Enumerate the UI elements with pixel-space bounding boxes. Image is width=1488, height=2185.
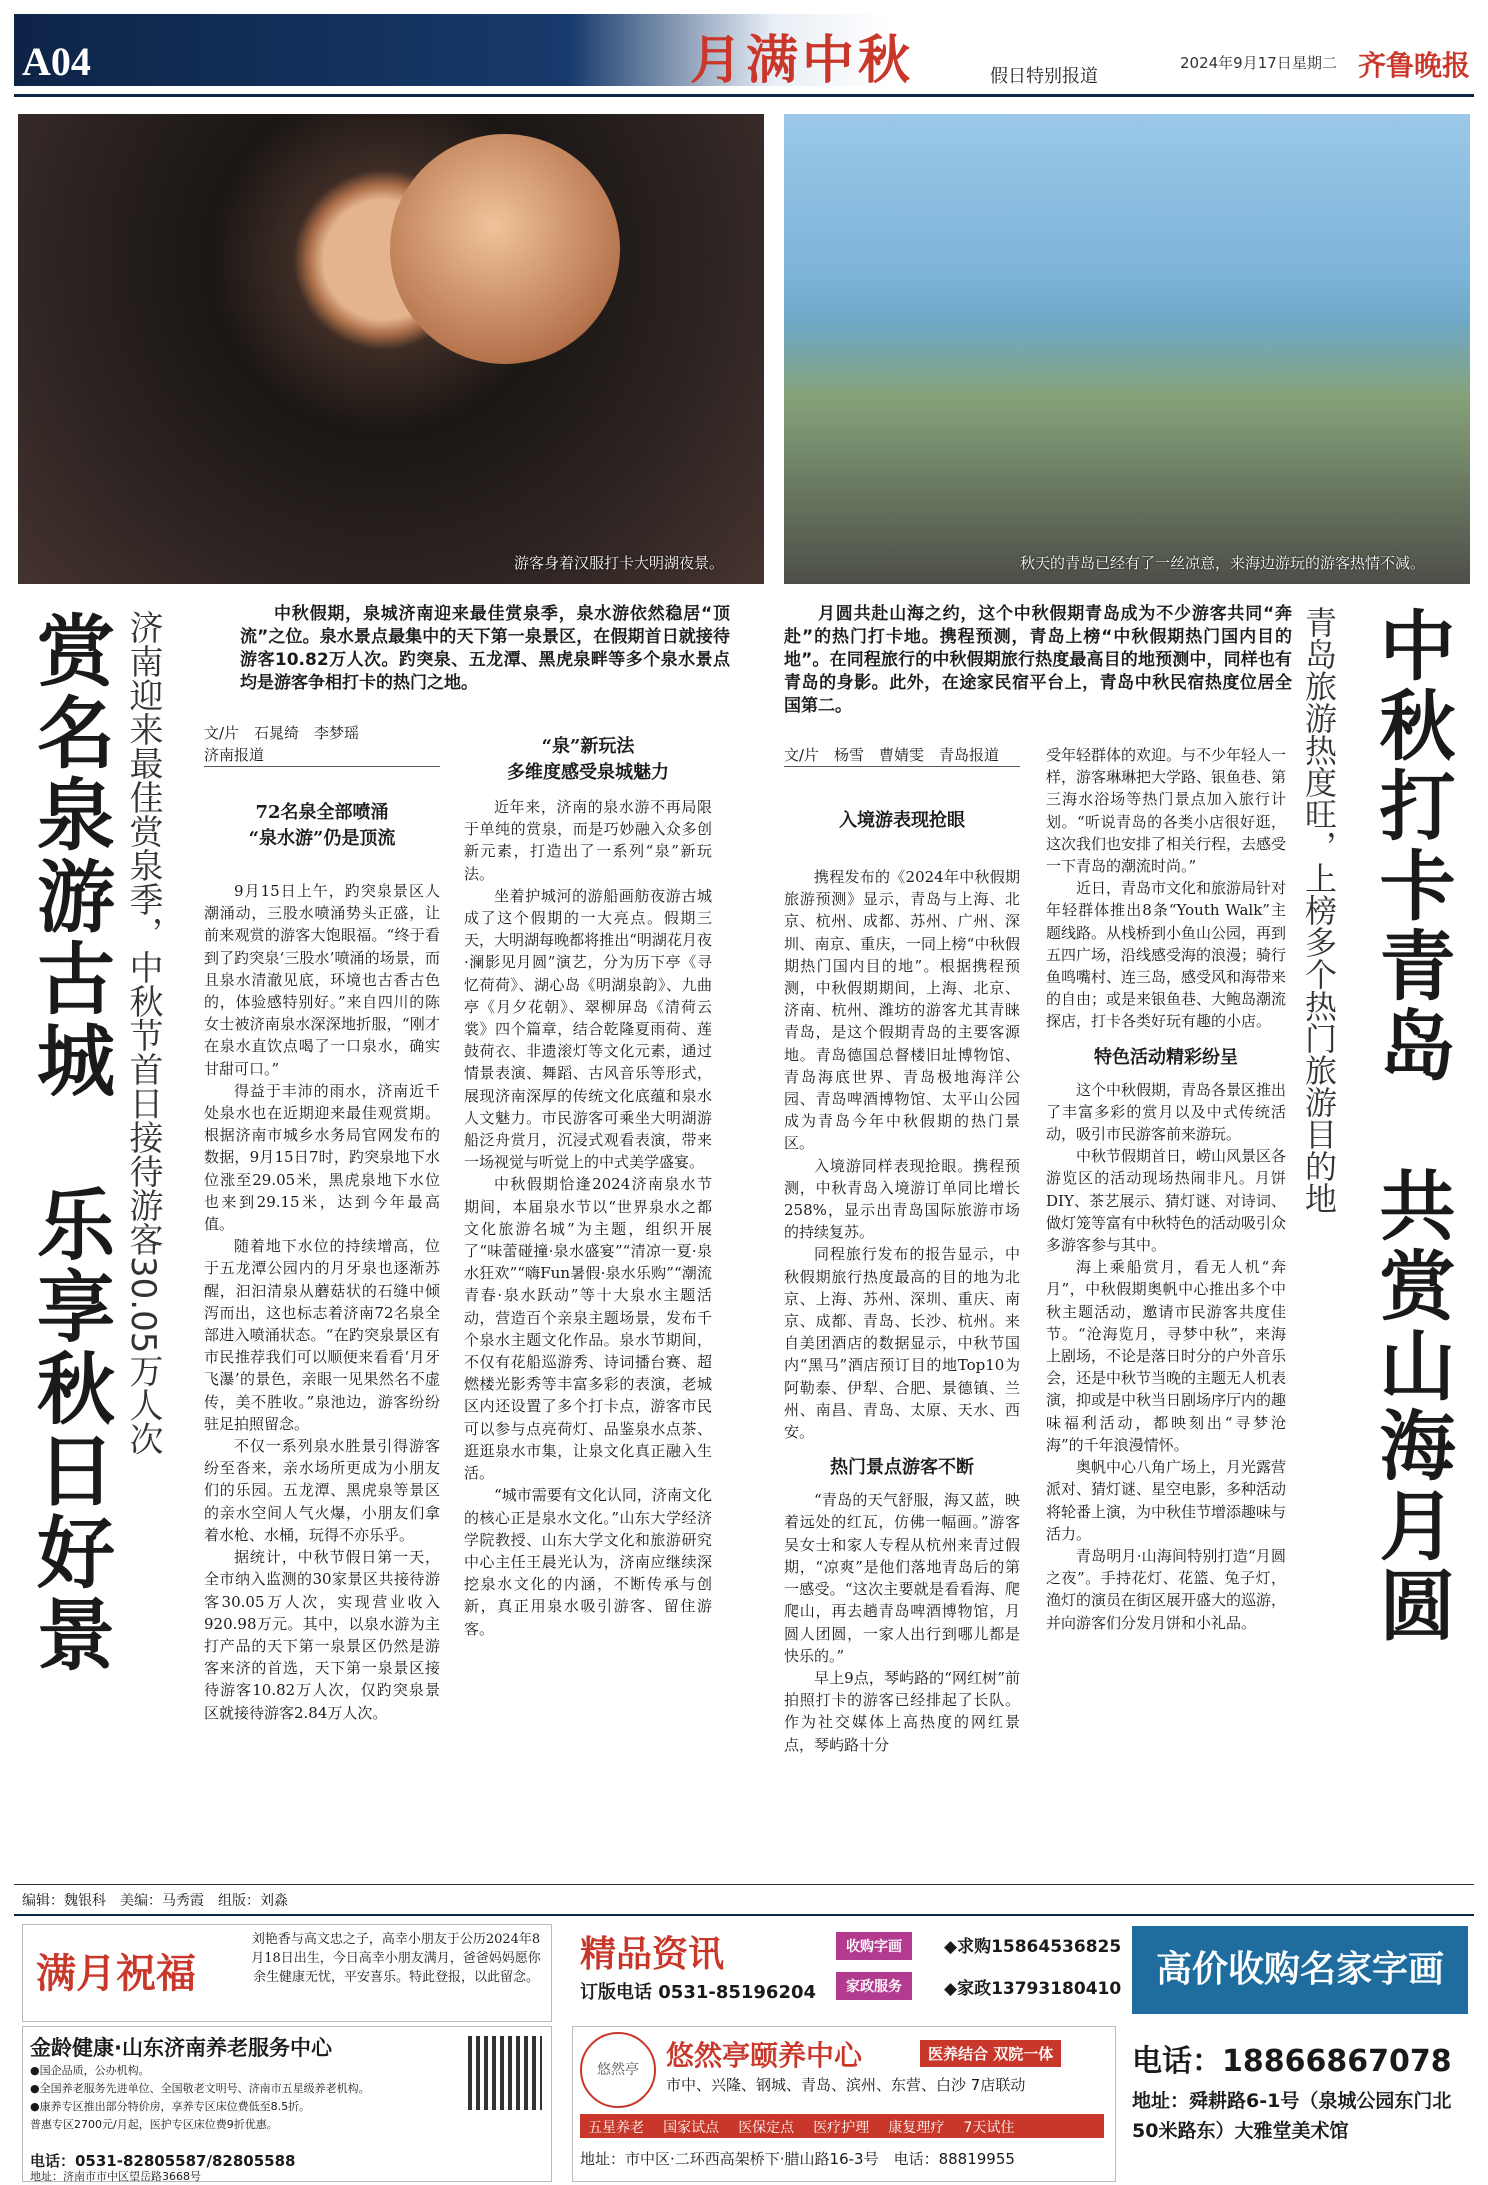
ad-classified-phone: 订版电话 0531-85196204 — [580, 1982, 817, 2003]
left-section1-heading: 72名泉全部喷涌 “泉水游”仍是顶流 — [248, 802, 396, 849]
header-divider — [14, 94, 1474, 97]
ad-elderly-care-address: 地址：济南市市中区望岳路3668号 — [30, 2170, 201, 2183]
right-column-1: 携程发布的《2024年中秋假期旅游预测》显示，青岛与上海、北京、杭州、成都、苏州、广州、深圳、南京、重庆，一同上榜“中秋假期热门国内目的地”。根据携程预测，中秋假期期间，上海、北京、济南、杭州、潍坊的游客尤其青睐青岛，是这个假期青岛的主要客源地。青岛德国总督楼旧址博物馆、青岛海底世界、青岛极地海洋公园、青岛啤酒博物馆、太平山公园成为青岛今年中秋假期的热门景区。 入境游同样表现抢眼。携程预测，中秋青岛入境游订单同比增长258%，显示出青岛国际旅游市场的持续复苏。 同程旅行发布的报告显示，中秋假期旅行热度最高的目的地为北京、上海、苏州、深圳、重庆、南京、成都、青岛、长沙、杭州。来自美团酒店的数据显示，中秋节国内“黑马”酒店预订目的地Top10为阿勒泰、伊犁、合肥、景德镇、兰州、南昌、青岛、太原、天水、西安。 热门景点游客不断 “青岛的天气舒服，海又蓝，映着远处的红瓦，仿佛一幅画。”游客吴女士和家人专程从杭州来青过假期，“凉爽”是他们落地青岛后的第一感受。“这次主要就是看看海、爬爬山，再去趟青岛啤酒博物馆，月圆人团圆，一家人出行到哪儿都是快乐的。” 早上9点，琴屿路的“网红树”前拍照打卡的游客已经排起了长队。作为社交媒体上高热度的网红景点，琴屿路十分 — [784, 868, 1020, 1754]
right-subheadline: 青岛旅游热度旺，上榜多个热门旅游目的地 — [1300, 606, 1338, 1214]
ad-classified-title: 精品资讯 — [580, 1933, 725, 1975]
left-subheadline: 济南迎来最佳赏泉季，中秋节首日接待游客30.05万人次 — [123, 610, 163, 1456]
ads-divider — [14, 1914, 1474, 1916]
ad-care-center-address: 地址：市中区·二环西高架桥下·腊山路16-3号 电话：88819955 — [580, 2150, 1015, 2168]
ad-care-center-name: 悠然亭颐养中心 — [666, 2039, 863, 2072]
ad-care-center-logo: 悠然亭 — [580, 2032, 656, 2108]
ad-tag-calligraphy: 收购字画 — [836, 1932, 912, 1960]
ad-art-buying-phone: 电话：18866867078 — [1132, 2044, 1452, 2079]
right-section3-heading: 特色活动精彩纷呈 — [1094, 1046, 1238, 1068]
editor-credits: 编辑：魏银科 美编：马秀霞 组版：刘淼 — [22, 1893, 288, 1909]
ad-full-moon-text: 刘艳香与高文忠之子，高幸小朋友于公历2024年8月18日出生，今日高幸小朋友满月，爸爸妈妈愿你余生健康无忧，平安喜乐。特此登报，以此留念。 — [251, 1932, 541, 1985]
ad-full-moon-title: 满月祝福 — [36, 1950, 196, 1997]
left-column-2: 近年来，济南的泉水游不再局限于单纯的赏泉，而是巧妙融入众多创新元素，打造出了一系列“泉”新玩法。 坐着护城河的游船画舫夜游古城成了这个假期的一大亮点。假期三天，大明湖每晚都将推出“明湖花月夜·澜影见月圆”演艺，分为历下亭《寻忆荷荷》、湖心岛《明湖泉韵》、九曲亭《月夕花朝》、翠柳屏岛《清荷云裳》四个篇章，结合乾隆夏雨荷、莲鼓荷衣、非遗滚灯等文化元素，通过情景表演、舞蹈、古风音乐等形式，展现济南深厚的传统文化底蕴和泉水人文魅力。市民游客可乘坐大明湖游船泛舟赏月，沉浸式观看表演，带来一场视觉与听觉上的中式美学盛宴。 中秋假期恰逢2024济南泉水节期间，本届泉水节以“世界泉水之都 文化旅游名城”为主题，组织开展了“味蕾碰撞·泉水盛宴”“清凉一夏·泉水狂欢”“嗨Fun暑假·泉水乐购”“潮流青春·泉水跃动”等十大泉水主题活动，营造百个亲泉主题场景，发布千个泉水主题文化作品。泉水节期间，不仅有花船巡游秀、诗词播台赛、超燃楼光影秀等丰富多彩的表演，老城区内还设置了多个打卡点，游客市民可以参与点亮荷灯、品鉴泉水点茶、逛逛泉水市集，让泉文化真正融入生活。 “城市需要有文化认同，济南文化的核心正是泉水文化。”山东大学经济学院教授、山东大学文化和旅游研究中心主任王晨光认为，济南应继续深挖泉水文化的内涵，不断传承与创新，真正用泉水吸引游客、留住游客。 — [464, 798, 728, 1638]
qr-code-icon — [468, 2036, 542, 2110]
left-section2-heading: “泉”新玩法 多维度感受泉城魅力 — [507, 736, 669, 783]
right-lead: 月圆共赴山海之约，这个中秋假期青岛成为不少游客共同“奔赴”的热门打卡地。携程预测，青岛上榜“中秋假期热门国内目的地”。在同程旅行的中秋假期旅行热度最高目的地预测中，同样也有青岛的身影。此外，在途家民宿平台上，青岛中秋民宿热度位居全国第二。 — [784, 604, 1292, 716]
ad-care-center-tag: 医养结合 双院一体 — [920, 2040, 1061, 2067]
right-photo-caption: 秋天的青岛已经有了一丝凉意，来海边游玩的游客热情不减。 — [1020, 554, 1426, 572]
photo-daming-lake — [18, 114, 764, 584]
left-lead: 中秋假期，泉城济南迎来最佳赏泉季，泉水游依然稳居“顶流”之位。泉水景点最集中的天下第一泉景区，在假期首日就接待游客10.82万人次。趵突泉、五龙潭、黑虎泉畔等多个泉水景点均是游客争相打卡的热门之地。 — [240, 604, 730, 693]
page-number: A04 — [22, 39, 91, 84]
ad-art-buying-title: 高价收购名家字画 — [1132, 1926, 1468, 2014]
right-section1-heading: 入境游表现抢眼 — [839, 810, 965, 831]
ad-art-buying-address: 地址：舜耕路6-1号（泉城公园东门北50米路东）大雅堂美术馆 — [1132, 2090, 1452, 2142]
ad-elderly-care-phone: 电话：0531-82805587/82805588 — [30, 2152, 296, 2170]
ad-elderly-care-title: 金龄健康·山东济南养老服务中心 — [30, 2036, 332, 2060]
ad-tag-housekeeping: 家政服务 — [836, 1972, 912, 2000]
issue-weekday: 星期二 — [1292, 54, 1338, 72]
footer-divider — [14, 1884, 1474, 1885]
right-headline: 中秋打卡青岛 共赏山海月圆 — [1367, 606, 1456, 1646]
left-headline: 赏名泉游古城 乐享秋日好景 — [24, 610, 115, 1676]
ad-care-center-features: 五星养老 国家试点 医保定点 医疗护理 康复理疗 7天试住 — [580, 2114, 1104, 2138]
left-column-1: 9月15日上午，趵突泉景区人潮涌动，三股水喷涌势头正盛，让前来观赏的游客大饱眼福。“终于看到了趵突泉‘三股水’喷涌的场景，而且泉水清澈见底，环境也古香古色的，体验感特别好。”来自四川的陈女士被济南泉水深深地折服，“刚才在泉水直饮点喝了一口泉水，确实甘甜可口。” 得益于丰沛的雨水，济南近千处泉水也在近期迎来最佳观赏期。根据济南市城乡水务局官网发布的数据，9月15日7时，趵突泉地下水位涨至29.05米，黑虎泉地下水位也来到29.15米，达到今年最高值。 随着地下水位的持续增高，位于五龙潭公园内的月牙泉也逐渐苏醒，汩汩清泉从蘑菇状的石缝中倾泻而出，这也标志着济南72名泉全部进入喷涌状态。“在趵突泉景区有市民推荐我们可以顺便来看看‘月牙飞瀑’的景色，亲眼一见果然名不虚传，美不胜收。”泉池边，游客纷纷驻足拍照留念。 不仅一系列泉水胜景引得游客纷至沓来，亲水场所更成为小朋友们的乐园。五龙潭、黑虎泉等景区的亲水空间人气火爆，小朋友们拿着水枪、水桶，玩得不亦乐乎。 据统计，中秋节假日第一天，全市纳入监测的30家景区共接待游客30.05万人次，实现营业收入920.98万元。其中，以泉水游为主打产品的天下第一泉景区仍然是游客来济的首选，天下第一泉景区接待游客10.82万人次，仅趵突泉景区就接待游客2.84万人次。 — [204, 882, 440, 1722]
right-byline: 文/片 杨雪 曹婧雯 青岛报道 — [784, 744, 1020, 767]
right-column-2: 受年轻群体的欢迎。与不少年轻人一样，游客琳琳把大学路、银鱼巷、第三海水浴场等热门景点加入旅行计划。“听说青岛的各类小店很好逛，这次我们也安排了相关行程，去感受一下青岛的潮流时尚。” 近日，青岛市文化和旅游局针对年轻群体推出8条“Youth Walk”主题线路。从栈桥到小鱼山公园，再到五四广场，沿线感受海的浪漫；骑行鱼鸣嘴村、连三岛，感受风和海带来的自由；或是来银鱼巷、大鲍岛潮流探店，打卡各类好玩有趣的小店。 特色活动精彩纷呈 这个中秋假期，青岛各景区推出了丰富多彩的赏月以及中式传统活动，吸引市民游客前来游玩。 中秋节假期首日，崂山风景区各游览区的活动现场热闹非凡。月饼DIY、茶艺展示、猜灯谜、对诗词、做灯笼等富有中秋特色的活动吸引众多游客参与其中。 海上乘船赏月，看无人机“奔月”，中秋假期奥帆中心推出多个中秋主题活动，邀请市民游客共度佳节。“沧海览月，寻梦中秋”，来海上剧场，不论是落日时分的户外音乐会，还是中秋节当晚的主题无人机表演，抑或是中秋当日剧场序厅内的趣味福利活动，都映刻出“寻梦沧海”的千年浪漫情怀。 奥帆中心八角广场上，月光露营派对、猜灯谜、星空电影，多种活动将轮番上演，为中秋佳节增添趣味与活力。 青岛明月·山海间特别打造“月圆之夜”。手持花灯、花篮、兔子灯，渔灯的演员在街区展开盛大的巡游，并向游客们分发月饼和小礼品。 — [1046, 746, 1287, 1632]
photo-qingdao-seaside — [784, 114, 1470, 584]
ad-care-center-cities: 市中、兴隆、钢城、青岛、滨州、东营、白沙 7店联动 — [666, 2076, 1026, 2094]
left-photo-caption: 游客身着汉服打卡大明湖夜景。 — [514, 554, 725, 572]
section-subtitle: 假日特别报道 — [990, 66, 1098, 87]
moon-lantern — [390, 134, 620, 364]
left-byline: 文/片 石晁绮 李梦瑶 济南报道 — [204, 722, 440, 767]
ad-housekeeping-phone: ◆家政13793180410 — [944, 1979, 1122, 1999]
section-title: 月满中秋 — [690, 30, 915, 91]
ad-elderly-care-list: ●国企品质，公办机构。 ●全国养老服务先进单位、全国敬老文明号、济南市五星级养老机构。 ●康养专区推出部分特价房，享养专区床位费低至8.5折。 普惠专区2700元/月起，医护专区床位费9折优惠。 — [30, 2064, 370, 2131]
issue-date: 2024年9月17日 — [1180, 54, 1292, 72]
ad-calligraphy-phone: ◆求购15864536825 — [944, 1937, 1122, 1957]
right-section2-heading: 热门景点游客不断 — [830, 1457, 974, 1479]
newspaper-logo: 齐鲁晚报 — [1358, 49, 1471, 82]
